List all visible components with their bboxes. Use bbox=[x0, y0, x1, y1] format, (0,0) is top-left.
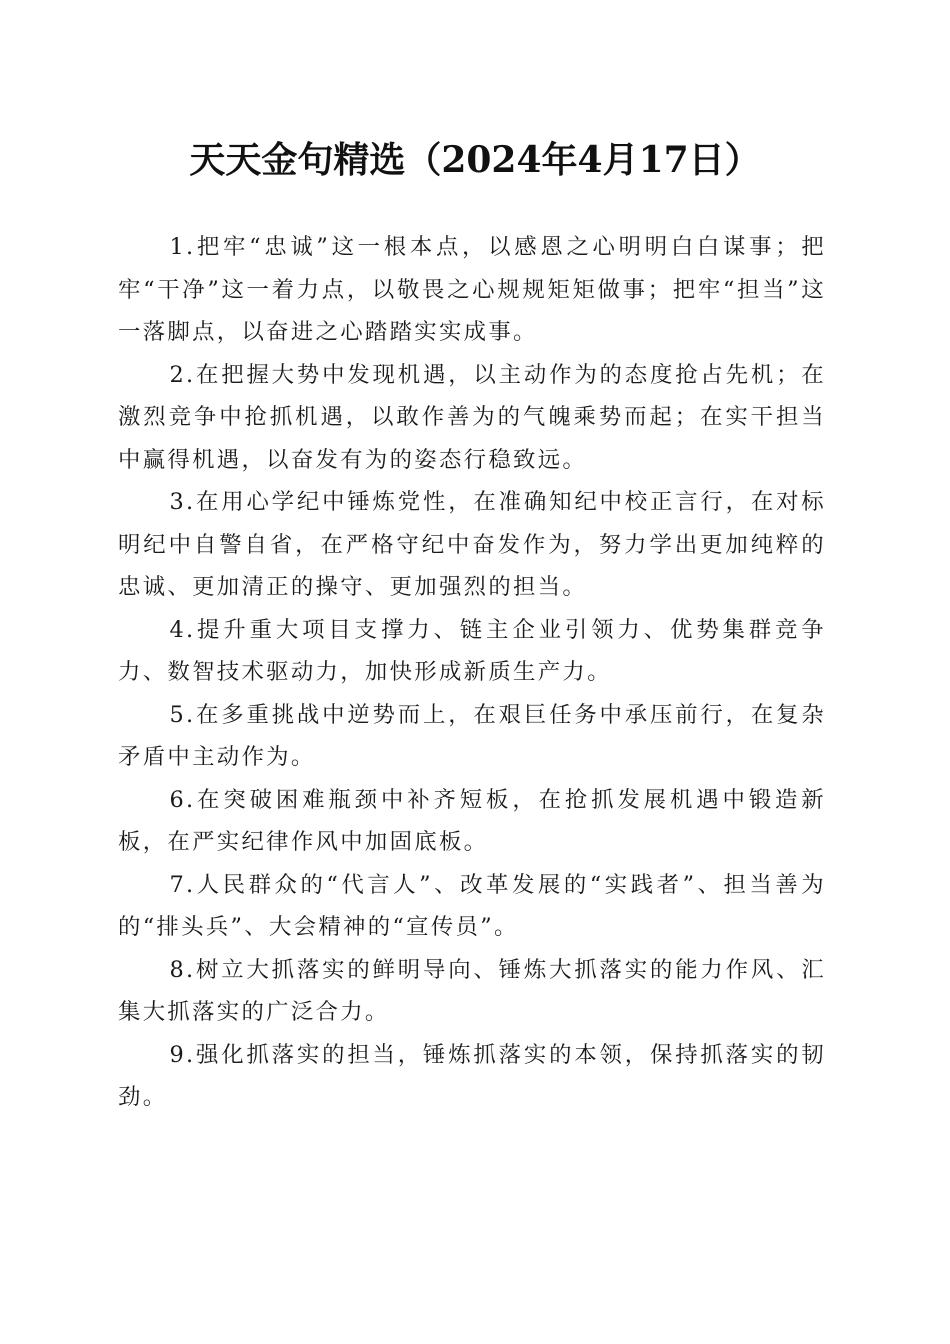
document-body bbox=[118, 226, 826, 1119]
paragraph-2: 2.在把握大势中发现机遇，以主动作为的态度抢占先机；在激烈竞争中抢抓机遇，以敢作善为的气魄乘势而起；在实干担当中赢得机遇，以奋发有为的姿态行稳致远。 bbox=[118, 361, 826, 473]
paragraph-7: 7.人民群众的“代言人”、改革发展的“实践者”、担当善为的“排头兵”、大会精神的“宣传员”。 bbox=[118, 871, 826, 940]
paragraph-1: 1.把牢“忠诚”这一根本点，以感恩之心明明白白谋事；把牢“干净”这一着力点，以敬畏之心规规矩矩做事；把牢“担当”这一落脚点，以奋进之心踏踏实实成事。 bbox=[118, 234, 826, 345]
paragraph-3: 3.在用心学纪中锤炼党性，在准确知纪中校正言行，在对标明纪中自警自省，在严格守纪中奋发作为，努力学出更加纯粹的忠诚、更加清正的操守、更加强烈的担当。 bbox=[118, 489, 826, 600]
paragraph-4: 4.提升重大项目支撑力、链主企业引领力、优势集群竞争力、数智技术驱动力，加快形成新质生产力。 bbox=[118, 616, 826, 685]
paragraph-9: 9.强化抓落实的担当，锤炼抓落实的本领，保持抓落实的韧劲。 bbox=[118, 1041, 826, 1110]
document-title: 天天金句精选（2024年4月17日） bbox=[189, 139, 761, 181]
paragraph-6: 6.在突破困难瓶颈中补齐短板，在抢抓发展机遇中锻造新板，在严实纪律作风中加固底板。 bbox=[118, 786, 826, 855]
paragraph-5: 5.在多重挑战中逆势而上，在艰巨任务中承压前行，在复杂矛盾中主动作为。 bbox=[118, 701, 826, 770]
paragraph-8: 8.树立大抓落实的鲜明导向、锤炼大抓落实的能力作风、汇集大抓落实的广泛合力。 bbox=[118, 956, 826, 1025]
